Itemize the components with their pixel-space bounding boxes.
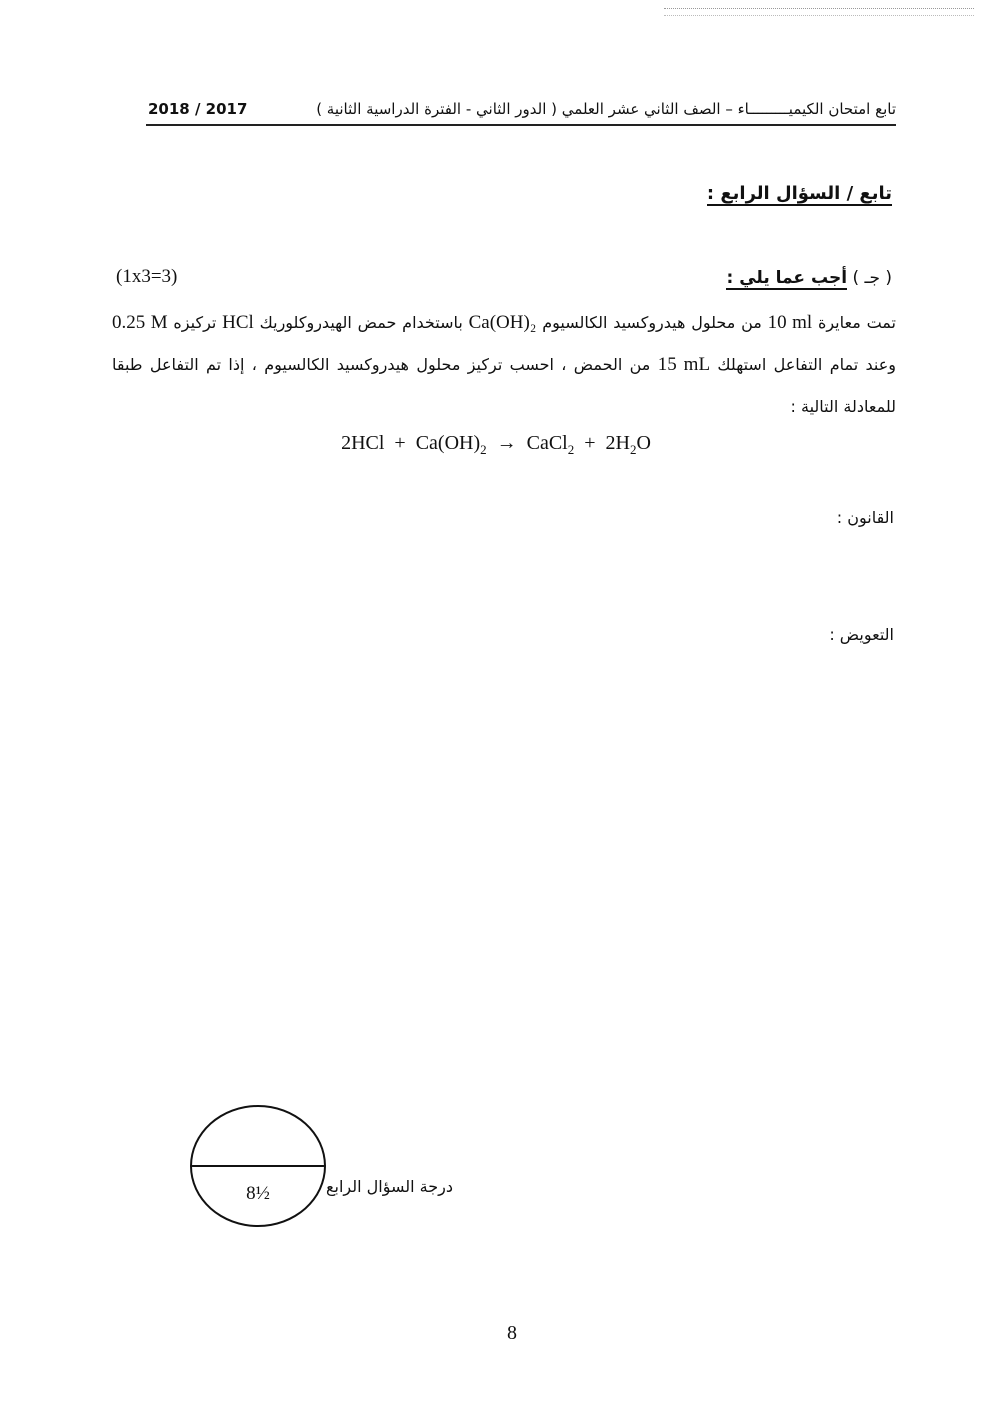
eq-reactant-2: Ca(OH) xyxy=(415,432,481,454)
grade-score: 8½ xyxy=(246,1183,270,1204)
acid-formula: HCl xyxy=(222,312,254,333)
volume-base: 10 ml xyxy=(767,312,813,333)
eq-product-2-sub: 2 xyxy=(629,442,637,457)
question-text-2: من محلول هيدروكسيد الكالسيوم xyxy=(542,313,762,332)
grade-divider xyxy=(192,1165,324,1167)
header-title: تابع امتحان الكيميـــــــــاء – الصف الثاني عشر العلمي ( الدور الثاني - الفترة الدراسية الثانية ) xyxy=(316,100,896,118)
eq-arrow: → xyxy=(496,432,517,454)
page-number: 8 xyxy=(507,1322,517,1344)
question-part-header xyxy=(726,268,892,288)
eq-plus-1: + xyxy=(394,432,406,454)
eq-reactant-1: 2HCl xyxy=(341,432,385,454)
base-formula: Ca(OH)₂ xyxy=(468,312,537,333)
question-text-1: تمت معايرة xyxy=(817,313,896,332)
section-title xyxy=(707,183,892,204)
substitution-label: التعويض : xyxy=(829,625,894,644)
question-text xyxy=(112,302,896,428)
grade-label: درجة السؤال الرابع xyxy=(326,1177,453,1196)
question-text-3: باستخدام حمض الهيدروكلوريك xyxy=(259,313,463,332)
law-label: القانون : xyxy=(836,508,894,527)
header-year: 2018 / 2017 xyxy=(148,100,248,118)
continued-title: تابع / السؤال الرابع : xyxy=(706,183,892,204)
acid-concentration: 0.25 M xyxy=(112,312,168,333)
eq-product-2a: 2H xyxy=(605,432,630,454)
scan-artifact xyxy=(664,8,974,16)
question-text-6: من الحمض ، احسب تركيز محلول هيدروكسيد الكالسيوم ، إذا تم التفاعل طبقا للمعادلة التالية : xyxy=(112,355,896,416)
page-header xyxy=(146,98,896,126)
volume-acid: 15 mL xyxy=(657,354,711,375)
eq-reactant-2-sub: 2 xyxy=(480,442,487,457)
eq-product-1: CaCl xyxy=(526,432,568,454)
eq-product-1-sub: 2 xyxy=(567,442,575,457)
grade-circle xyxy=(190,1105,326,1227)
part-instruction: أجب عما يلي : xyxy=(726,268,848,288)
eq-plus-2: + xyxy=(584,432,596,454)
part-label: ( جـ ) xyxy=(852,268,892,288)
chemical-equation xyxy=(0,432,992,458)
question-text-5: وعند تمام التفاعل استهلك xyxy=(717,355,897,374)
eq-product-2b: O xyxy=(636,432,651,454)
marks-allocation: (1x3=3) xyxy=(116,266,178,287)
question-text-4: تركيزه xyxy=(173,313,217,332)
